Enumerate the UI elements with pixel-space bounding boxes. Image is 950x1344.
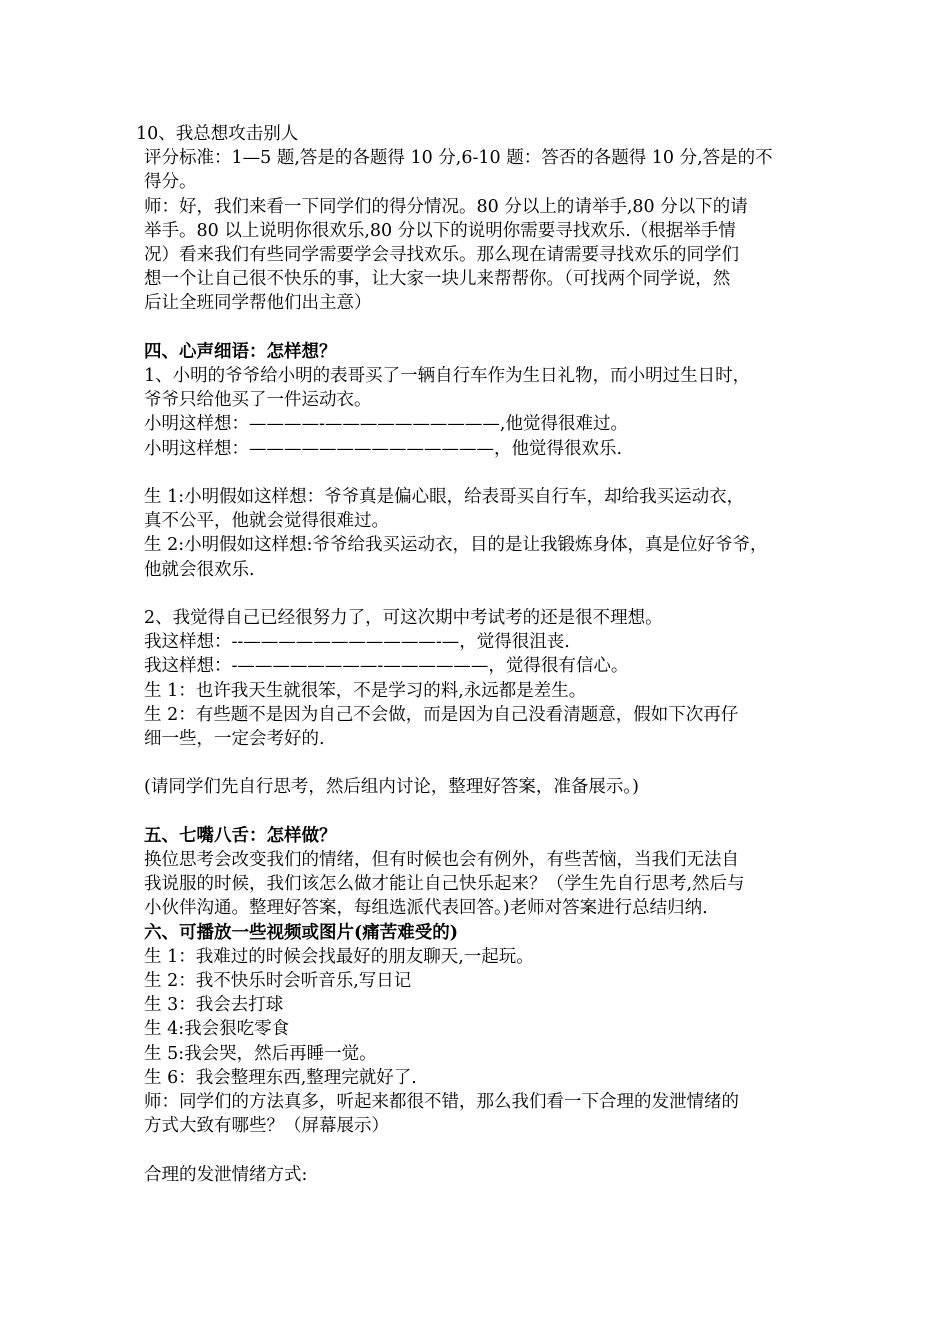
text-line: 后让全班同学帮他们出主意） bbox=[144, 293, 372, 314]
text-line: 我这样想：-————————-——————，觉得很有信心。 bbox=[144, 656, 629, 677]
text-line: 小伙伴沟通。整理好答案，每组选派代表回答。)老师对答案进行总结归纳. bbox=[144, 898, 708, 919]
text-line: 况）看来我们有些同学需要学会寻找欢乐。那么现在请需要寻找欢乐的同学们 bbox=[144, 245, 739, 266]
text-line: 换位思考会改变我们的情绪，但有时候也会有例外，有些苦恼，当我们无法自 bbox=[144, 850, 739, 871]
text-line: 生 3：我会去打球 bbox=[144, 995, 284, 1016]
text-line: 方式大致有哪些？（屏幕展示） bbox=[144, 1116, 389, 1137]
paragraph-gap bbox=[144, 1138, 819, 1162]
text-line: 评分标准：1—5 题,答是的各题得 10 分,6-10 题：答否的各题得 10 分,答是的不 bbox=[144, 148, 773, 169]
text-line: 我说服的时候，我们该怎么做才能让自己快乐起来？（学生先自行思考,然后与 bbox=[144, 874, 745, 895]
document-page bbox=[136, 122, 819, 1187]
paragraph-gap bbox=[144, 316, 819, 340]
text-line: 师：好，我们来看一下同学们的得分情况。80 分以上的请举手,80 分以下的请 bbox=[144, 196, 748, 217]
paragraph-gap bbox=[144, 800, 819, 824]
text-line: 举手。80 以上说明你很欢乐,80 分以下的说明你需要寻找欢乐.（根据举手情 bbox=[144, 220, 736, 241]
paragraph-gap bbox=[144, 751, 819, 775]
text-line: 生 5:我会哭，然后再睡一觉。 bbox=[144, 1043, 377, 1064]
text-line: 生 1：我难过的时候会找最好的朋友聊天,一起玩。 bbox=[144, 946, 534, 967]
text-line: 细一些，一定会考好的. bbox=[144, 729, 325, 750]
text-line: 我这样想：--———————————-—，觉得很沮丧. bbox=[144, 632, 570, 653]
section-heading: 六、可播放一些视频或图片(痛苦难受的) bbox=[144, 922, 459, 943]
text-line: 生 2：有些题不是因为自己不会做，而是因为自己没看清题意，假如下次再仔 bbox=[144, 704, 739, 725]
text-line: 10、我总想攻击别人 bbox=[136, 124, 299, 144]
text-line: 生 1:小明假如这样想：爷爷真是偏心眼，给表哥买自行车，却给我买运动衣， bbox=[144, 487, 745, 508]
section-heading: 四、心声细语：怎样想？ bbox=[144, 341, 337, 362]
text-line: 1、小明的爷爷给小明的表哥买了一辆自行车作为生日礼物，而小明过生日时， bbox=[144, 366, 751, 387]
text-line: 他就会很欢乐. bbox=[144, 559, 255, 580]
text-line: 2、我觉得自己已经很努力了，可这次期中考试考的还是很不理想。 bbox=[144, 608, 663, 629]
text-line: 小明这样想：——————————————，他觉得很欢乐. bbox=[144, 438, 623, 459]
paragraph-gap bbox=[144, 582, 819, 606]
text-line: 想一个让自己很不快乐的事，让大家一块儿来帮帮你。（可找两个同学说，然 bbox=[144, 269, 731, 290]
text-line: 生 4:我会狠吃零食 bbox=[144, 1019, 290, 1040]
paragraph-gap bbox=[144, 461, 819, 485]
text-line: 生 6：我会整理东西,整理完就好了. bbox=[144, 1067, 417, 1088]
text-line: 爷爷只给他买了一件运动衣。 bbox=[144, 390, 372, 411]
text-line: 师：同学们的方法真多，听起来都很不错，那么我们看一下合理的发泄情绪的 bbox=[144, 1092, 739, 1113]
text-line: 真不公平，他就会觉得很难过。 bbox=[144, 511, 389, 532]
text-line: 生 2：我不快乐时会听音乐,写日记 bbox=[144, 971, 412, 992]
text-line: (请同学们先自行思考，然后组内讨论，整理好答案，准备展示。) bbox=[144, 777, 639, 798]
text-line: 小明这样想：————-——————————,他觉得很难过。 bbox=[144, 414, 628, 435]
text-line: 得分。 bbox=[144, 172, 197, 193]
section-heading: 五、七嘴八舌：怎样做？ bbox=[144, 825, 337, 846]
text-line: 生 1：也许我天生就很笨，不是学习的料,永远都是差生。 bbox=[144, 680, 587, 701]
text-line: 生 2:小明假如这样想:爷爷给我买运动衣，目的是让我锻炼身体，真是位好爷爷， bbox=[144, 535, 768, 556]
text-line: 合理的发泄情绪方式: bbox=[144, 1164, 308, 1185]
